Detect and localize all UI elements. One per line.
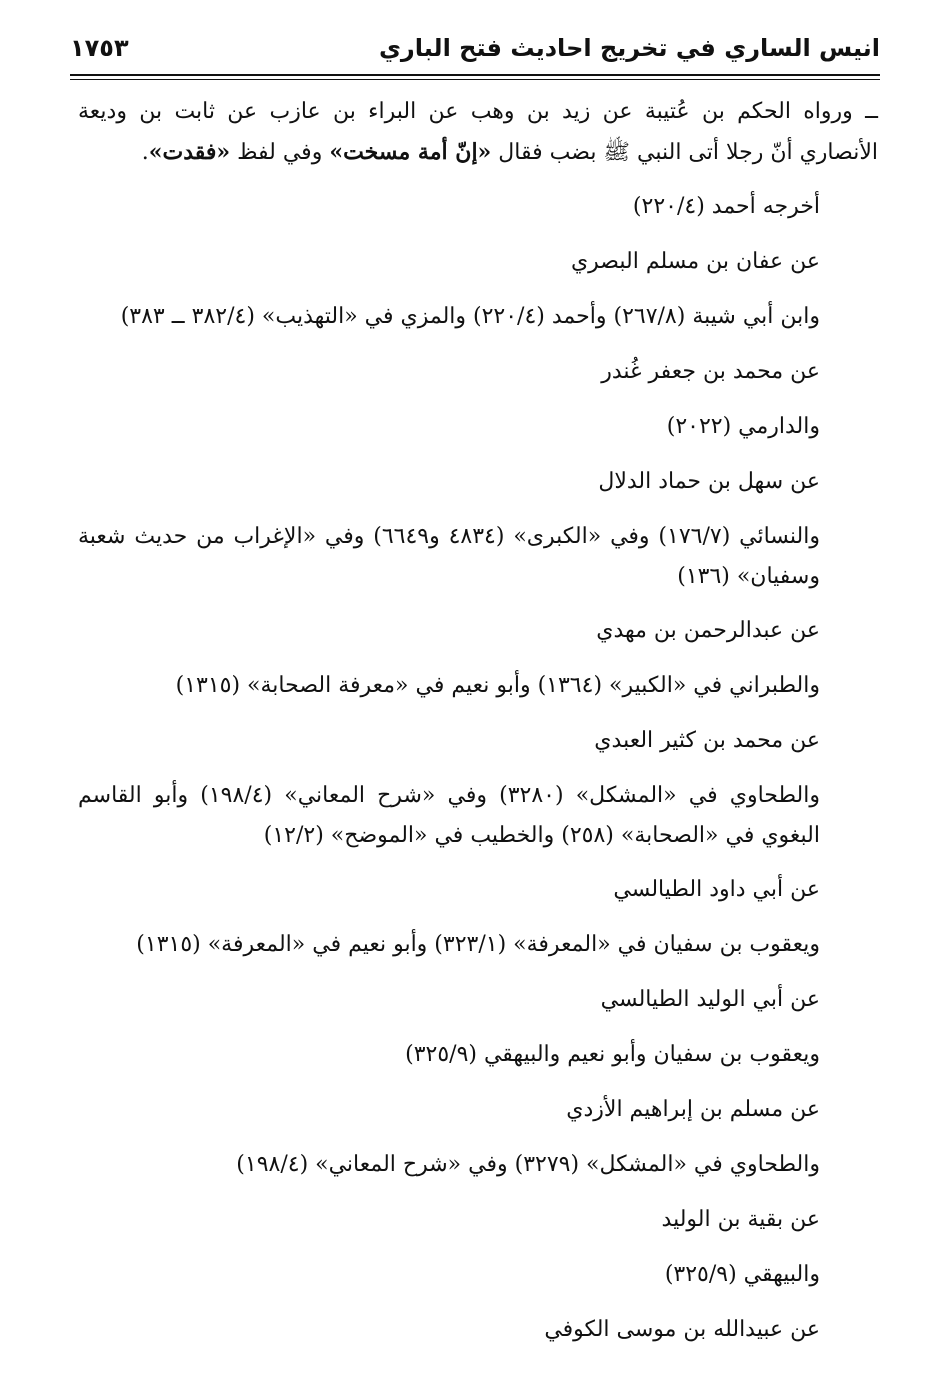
source-line: وابن أبي شيبة (٢٦٧/٨) وأحمد (٢٢٠/٤) والمزي في «التهذيب» (٣٨٢/٤ ــ ٣٨٣) (120, 304, 820, 329)
narrator-line: عن بقية بن الوليد (661, 1207, 820, 1232)
intro-text-mid: وفي لفظ (230, 140, 330, 165)
narrator-line: عن سهل بن حماد الدلال (598, 469, 820, 494)
narrator-line: عن محمد بن جعفر غُندر (601, 359, 820, 384)
narrator-line: عن مسلم بن إبراهيم الأزدي (566, 1097, 820, 1122)
source-line: والنسائي (١٧٦/٧) وفي «الكبرى» (٤٨٣٤ و٦٦٤٩) وفي «الإغراب من حديث شعبة وسفيان» (١٣٦) (78, 524, 820, 589)
intro-text: ــ ورواه الحكم بن عُتيبة عن زيد بن وهب عن البراء بن عازب عن ثابت بن وديعة الأنصاري أنّ رجلا أتى النبي ﷺ بضب فقال (78, 99, 878, 165)
quoted-phrase-1: «إنّ أمة مسخت» (329, 139, 492, 165)
narrator-line: عن أبي داود الطيالسي (613, 877, 820, 902)
header-rule-thick (70, 74, 880, 76)
page-header (70, 30, 880, 74)
narrator-line: عن عفان بن مسلم البصري (570, 249, 820, 274)
source-line: ويعقوب بن سفيان في «المعرفة» (٣٢٣/١) وأبو نعيم في «المعرفة» (١٣١٥) (136, 932, 820, 957)
page-number: ١٧٥٣ (70, 34, 129, 62)
source-line: أخرجه أحمد (٢٢٠/٤) (632, 194, 820, 219)
quoted-phrase-2: «فقدت» (148, 139, 231, 165)
header-rule-thin (70, 79, 880, 80)
narrator-line: عن عبدالرحمن بن مهدي (596, 618, 820, 643)
narrator-line: عن أبي الوليد الطيالسي (600, 987, 820, 1012)
source-line: والطحاوي في «المشكل» (٣٢٧٩) وفي «شرح المعاني» (١٩٨/٤) (236, 1152, 820, 1177)
page-body (78, 92, 878, 1365)
source-line: والبيهقي (٣٢٥/٩) (664, 1262, 820, 1287)
source-line: والطحاوي في «المشكل» (٣٢٨٠) وفي «شرح المعاني» (١٩٨/٤) وأبو القاسم البغوي في «الصحابة» (٢٥٨) والخطيب في «الموضح» (١٢/٢) (78, 783, 820, 848)
source-line: ويعقوب بن سفيان وأبو نعيم والبيهقي (٣٢٥/٩) (405, 1042, 820, 1067)
source-line: والطبراني في «الكبير» (١٣٦٤) وأبو نعيم في «معرفة الصحابة» (١٣١٥) (175, 673, 820, 698)
running-title: انيس الساري في تخريج احاديث فتح الباري (378, 34, 880, 62)
narrator-line: عن عبيدالله بن موسى الكوفي (544, 1317, 820, 1342)
narrator-line: عن محمد بن كثير العبدي (594, 728, 820, 753)
intro-paragraph (78, 92, 878, 173)
source-line: والدارمي (٢٠٢٢) (666, 414, 820, 439)
intro-text-end: . (141, 140, 149, 165)
